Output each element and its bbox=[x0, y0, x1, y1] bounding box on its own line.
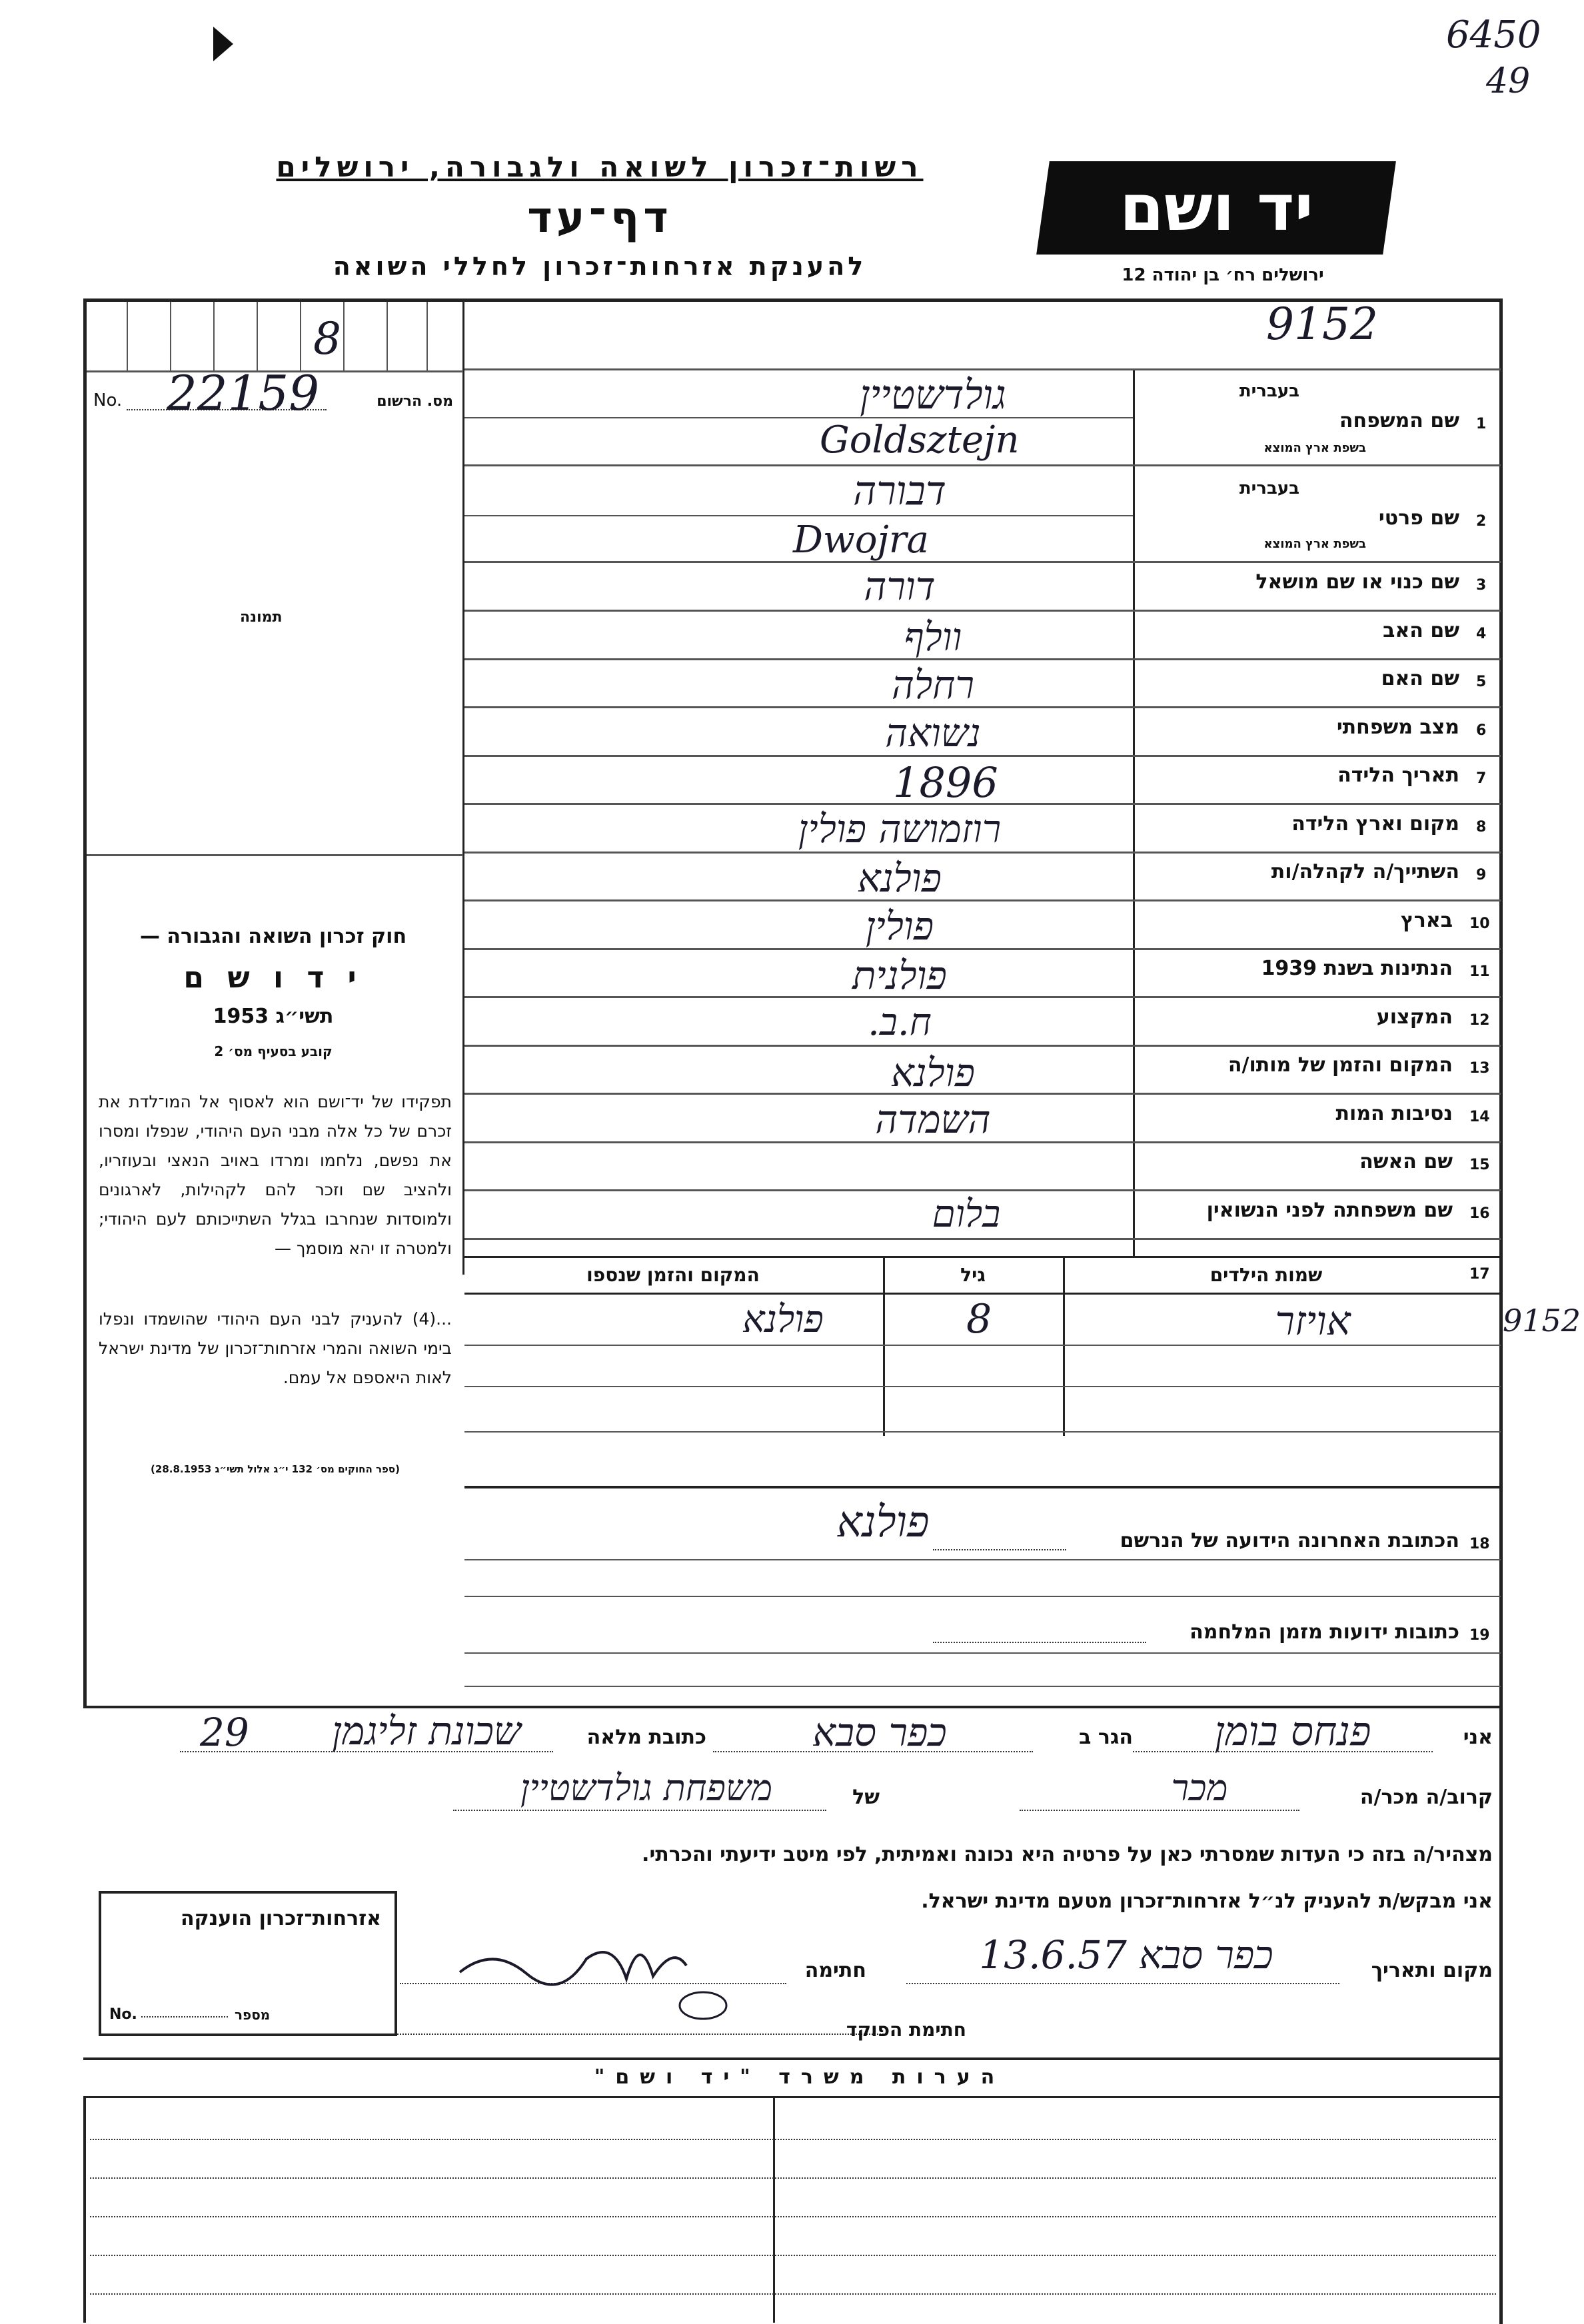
field-2-label: שם פרטי bbox=[1378, 506, 1459, 530]
field-18-value: פולנא bbox=[836, 1498, 930, 1547]
children-names-header: שמות הילדים bbox=[1209, 1264, 1323, 1286]
field-9-label: השתייך/ה לקהלה/ות bbox=[1271, 860, 1459, 883]
field-1-label: שם המשפחה bbox=[1339, 409, 1459, 432]
field-1-sub-hebrew: בעברית bbox=[1239, 381, 1299, 401]
field-10-label: בארץ bbox=[1400, 909, 1453, 932]
address-line: ירושלים רח׳ בן יהודה 12 bbox=[1122, 265, 1324, 285]
field-10-number: 10 bbox=[1469, 915, 1490, 932]
field-10-value: פולין bbox=[865, 903, 934, 949]
logo-text: יד ושם bbox=[1119, 171, 1313, 245]
field-6-label: מצב משפחתי bbox=[1336, 716, 1459, 739]
field-3-number: 3 bbox=[1476, 577, 1487, 594]
field-15-label: שם האשה bbox=[1359, 1150, 1453, 1173]
field-12-number: 12 bbox=[1469, 1012, 1490, 1029]
resident-label: הגר ב bbox=[1079, 1726, 1133, 1749]
field-13-number: 13 bbox=[1469, 1060, 1490, 1077]
stamp-number-label: מספר bbox=[235, 2007, 271, 2023]
law-section: קובע בסעיף מס׳ 2 bbox=[214, 1043, 333, 1059]
field-1-number: 1 bbox=[1476, 416, 1487, 432]
field-3-value: דורה bbox=[864, 564, 936, 609]
field-14-label: נסיבות המות bbox=[1335, 1102, 1453, 1125]
registration-number: 22159 bbox=[167, 365, 320, 421]
declarant-label: אני bbox=[1463, 1726, 1493, 1749]
inspector-mark bbox=[673, 1986, 733, 2026]
relative-label: קרוב/ה מכר/ה bbox=[1359, 1786, 1493, 1809]
field-2-sub-origin: בשפת ארץ המוצא bbox=[1263, 537, 1366, 551]
signature-label: חתימה bbox=[804, 1959, 866, 1982]
field-11-label: הנתינות בשנת 1939 bbox=[1261, 957, 1453, 980]
law-org: י ד ו ש ם bbox=[183, 961, 363, 995]
field-13-value: פולנא bbox=[890, 1050, 976, 1095]
field-8-value: רוזמושה פולין bbox=[798, 806, 1002, 852]
stamp-title: אזרחות־זכרון הוענקה bbox=[180, 1907, 381, 1930]
authority-name: רשות־זכרון לשואה ולגבורה, ירושלים bbox=[276, 151, 924, 183]
field-18-number: 18 bbox=[1469, 1536, 1490, 1552]
children-place-header: המקום והזמן שנספו bbox=[586, 1264, 760, 1286]
declaration-line-1: מצהיר/ה בזה כי העדות שמסרתי כאן על פרטיה היא נכונה ואמיתית, לפי מיטב ידיעתי והכרתי. bbox=[642, 1843, 1493, 1866]
child-1-age: 8 bbox=[966, 1296, 992, 1343]
field-5-value: רחלה bbox=[892, 662, 974, 708]
field-13-label: המקום והזמן של מותו/ה bbox=[1227, 1053, 1453, 1077]
field-9-value: פולנא bbox=[857, 856, 942, 901]
field-8-number: 8 bbox=[1476, 819, 1487, 836]
field-14-value: השמדה bbox=[875, 1097, 991, 1142]
registration-label: מס. הרשום bbox=[377, 393, 453, 410]
field-11-value: פולנית bbox=[852, 953, 947, 998]
address-value: שכונת זליגמן bbox=[332, 1708, 521, 1754]
law-title: חוק זכרון השואה והגבורה — bbox=[139, 925, 407, 948]
field-19-number: 19 bbox=[1469, 1627, 1490, 1644]
field-15-number: 15 bbox=[1469, 1157, 1490, 1173]
field-4-label: שם האב bbox=[1383, 619, 1459, 642]
field-6-number: 6 bbox=[1476, 722, 1487, 739]
address-label: כתובת מלאה bbox=[586, 1726, 706, 1749]
signature bbox=[453, 1919, 693, 1992]
field-11-number: 11 bbox=[1469, 963, 1490, 980]
field-16-label: שם משפחתה לפני הנשואין bbox=[1206, 1199, 1453, 1222]
field-16-value: בלום bbox=[932, 1193, 1001, 1236]
children-margin-note: 9152 bbox=[1503, 1303, 1581, 1339]
declarant-name: פנחס בומן bbox=[1214, 1708, 1371, 1755]
arrow-mark bbox=[213, 27, 233, 61]
field-2-value: דבורה bbox=[853, 468, 946, 514]
yad-vashem-logo bbox=[1036, 161, 1396, 255]
field-4-value: וולף bbox=[904, 614, 962, 660]
field-2-number: 2 bbox=[1476, 513, 1487, 530]
of-value: משפחת גולדשטיין bbox=[520, 1767, 773, 1809]
field-5-number: 5 bbox=[1476, 674, 1487, 690]
signature-scribble bbox=[453, 1919, 693, 1992]
child-1-place: פולנא bbox=[742, 1298, 824, 1341]
inspector-signature-label: חתימת הפוקד bbox=[846, 2019, 966, 2041]
of-label: של bbox=[852, 1786, 880, 1809]
field-1-value: גולדשטיין bbox=[860, 372, 1006, 418]
declaration-line-2: אני מבקש/ת להעניק לנ״ל אזרחות־זכרון מטעם מדינת ישראל. bbox=[921, 1890, 1493, 1913]
field-6-value: נשואה bbox=[885, 710, 981, 756]
law-year: תשי״ג 1953 bbox=[213, 1005, 334, 1028]
top-number: 9152 bbox=[1266, 298, 1378, 350]
field-3-label: שם כנוי או שם מושאל bbox=[1255, 570, 1459, 594]
field-19-label: כתובות ידועות מזמן המלחמה bbox=[1189, 1620, 1459, 1644]
law-body-1: תפקידו של יד־ושם הוא לאסוף אל המו־לדת את זכרם של כל אלה מבני העם היהודי, שנפלו ומסרו את נפשם, נלחמו ומרדו באויב הנאצי ובעוזריו, ולהציב שם וזכר להם לקהילות, לארגונים ולמוסדות שנחרבו בגלל השתייכותם לעם היהודי; ולמטרה זו יהא מוסמך — bbox=[99, 1092, 452, 1258]
top-box-mark: 8 bbox=[313, 313, 341, 364]
field-5-label: שם האם bbox=[1381, 667, 1459, 690]
law-footnote: (ספר החוקים מס׳ 132 י״ג אלול תשי״ג 28.8.1953) bbox=[151, 1463, 400, 1475]
archive-number: 6450 bbox=[1446, 13, 1541, 57]
relative-value: מכר bbox=[1171, 1767, 1228, 1809]
field-4-number: 4 bbox=[1476, 626, 1487, 642]
field-14-number: 14 bbox=[1469, 1109, 1490, 1125]
remarks-title: הערות משרד "יד ושם" bbox=[594, 2065, 1006, 2089]
stamp-no-label: No. bbox=[109, 2006, 137, 2023]
field-18-label: הכתובת האחרונה הידועה של הנרשם bbox=[1120, 1529, 1459, 1552]
field-1-sub-origin: בשפת ארץ המוצא bbox=[1263, 441, 1366, 455]
photo-label: תמונה bbox=[240, 609, 283, 626]
place-date-value: כפר סבא 13.6.57 bbox=[979, 1932, 1273, 1978]
document-subtitle: להענקת אזרחות־זכרון לחללי השואה bbox=[333, 252, 867, 281]
registration-no-label: No. bbox=[93, 390, 123, 410]
field-7-number: 7 bbox=[1476, 770, 1487, 787]
archive-subnumber: 49 bbox=[1486, 61, 1531, 101]
field-2-sub-hebrew: בעברית bbox=[1239, 478, 1299, 498]
citizenship-stamp-box bbox=[99, 1891, 397, 2036]
field-12-label: המקצוע bbox=[1376, 1005, 1453, 1029]
children-age-header: גיל bbox=[960, 1264, 986, 1286]
field-7-value: 1896 bbox=[893, 758, 998, 807]
field-2-value-latin: Dwojra bbox=[793, 518, 930, 562]
child-1-name: אויזר bbox=[1275, 1298, 1351, 1345]
place-date-label: מקום ותאריך bbox=[1371, 1959, 1493, 1982]
field-8-label: מקום וארץ הלידה bbox=[1291, 812, 1459, 836]
field-1-value-latin: Goldsztejn bbox=[820, 418, 1020, 462]
law-body-2: ...(4) להעניק לבני העם היהודי שהושמדו ונפלו בימי השואה והמרי אזרחות־זכרון של מדינת ישראל לאות היאספם אל עמם. bbox=[99, 1309, 452, 1387]
field-9-number: 9 bbox=[1476, 867, 1487, 883]
field-16-number: 16 bbox=[1469, 1205, 1490, 1222]
field-12-value: ח.ב. bbox=[868, 1001, 932, 1044]
document-title: דף־עד bbox=[527, 193, 672, 243]
resident-value: כפר סבא bbox=[812, 1710, 947, 1755]
address-number: 29 bbox=[200, 1710, 249, 1755]
field-17-number: 17 bbox=[1469, 1266, 1490, 1283]
field-7-label: תאריך הלידה bbox=[1337, 764, 1459, 787]
